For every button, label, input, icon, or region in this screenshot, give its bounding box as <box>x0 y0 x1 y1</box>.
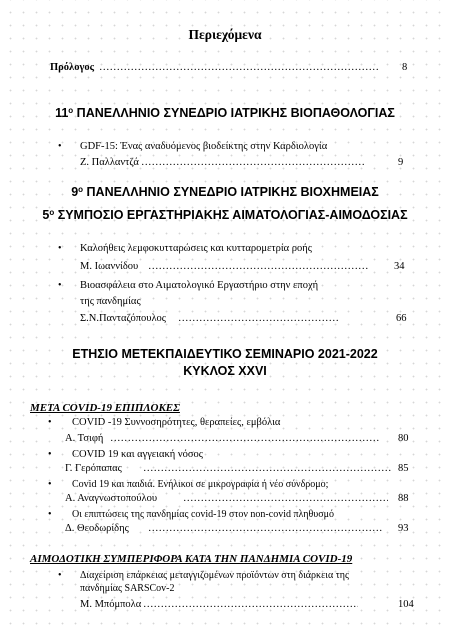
dot-leader <box>143 599 358 610</box>
entry-author: Α. Αναγνωστοπούλου <box>65 493 158 504</box>
dot-leader <box>148 523 383 534</box>
dot-leader <box>99 62 379 73</box>
entry-title: Καλοήθεις λεμφοκυτταρώσεις και κυτταρομετρία ροής <box>80 243 312 254</box>
toc-entry-prologue <box>50 62 410 76</box>
bullet: • <box>58 141 62 152</box>
bullet: • <box>48 479 52 490</box>
toc-entry <box>48 417 418 447</box>
dot-leader <box>143 463 391 474</box>
dot-leader <box>141 157 366 168</box>
entry-title: COVID -19 Συννοσηρότητες, θεραπείες, εμβόλια <box>72 417 281 428</box>
section-heading: $11^o$ ΠΑΝΕΛΛΗΝΙΟ ΣΥΝΕΔΡΙΟ ΙΑΤΡΙΚΗΣ ΒΙΟΠΑΘΟΛΟΓΙΑΣ <box>55 106 395 120</box>
dot-leader <box>183 493 388 504</box>
bullet: • <box>58 243 62 254</box>
toc-entry <box>48 449 418 479</box>
entry-title: Διαχείριση επάρκειας μεταγγιζομένων προϊόντων στη διάρκεια της <box>80 570 349 581</box>
page-title: Περιεχόμενα <box>188 27 262 42</box>
entry-title: Covid 19 και παιδιά. Ενήλικοι σε μικρογραφία ή νέο σύνδρομο; <box>72 479 329 490</box>
page-number: 9 <box>398 157 404 168</box>
toc-entry <box>58 141 408 173</box>
entry-author: Σ.Ν.Πανταζόπουλος <box>80 313 166 324</box>
entry-author: Μ. Ιωαννίδου <box>80 261 139 272</box>
entry-title: Βιοασφάλεια στο Αιματολογικό Εργαστήριο στην εποχή <box>80 280 319 291</box>
dot-leader <box>148 261 368 272</box>
prologue-label: Πρόλογος <box>50 62 95 73</box>
bullet: • <box>48 417 52 428</box>
entry-title-cont: της πανδημίας <box>80 296 141 307</box>
dot-leader <box>178 313 338 324</box>
toc-entry <box>48 509 428 539</box>
entry-title-cont: πανδημίας SARSCov-2 <box>80 583 175 594</box>
bullet: • <box>58 280 62 291</box>
subsection-heading: ΜΕΤΑ COVID-19 ΕΠΙΠΛΟΚΕΣ <box>30 402 180 414</box>
page-number: 104 <box>398 599 414 610</box>
entry-author: Γ. Γερόπαπας <box>65 463 122 474</box>
bullet: • <box>48 509 52 520</box>
page-number: 66 <box>396 313 407 324</box>
toc-entry <box>58 280 408 328</box>
section-heading: $5^o$ ΣΥΜΠΟΣΙΟ ΕΡΓΑΣΤΗΡΙΑΚΗΣ ΑΙΜΑΤΟΛΟΓΙΑΣ-ΑΙΜΟΔΟΣΙΑΣ <box>42 208 408 222</box>
page-number: 8 <box>402 62 408 73</box>
toc-entry <box>58 243 408 275</box>
entry-author: Δ. Θεοδωρίδης <box>65 523 129 534</box>
dot-leader <box>110 433 380 444</box>
entry-author: Α. Τσιφή <box>65 433 104 444</box>
entry-author: Μ. Μπόμπολα <box>80 599 142 610</box>
section-heading: ΚΥΚΛΟΣ XXVI <box>183 364 267 378</box>
page-number: 85 <box>398 463 409 474</box>
entry-author: Ζ. Παλλαντζά <box>80 157 139 168</box>
bullet: • <box>58 570 62 581</box>
section-heading: $9^o$ ΠΑΝΕΛΛΗΝΙΟ ΣΥΝΕΔΡΙΟ ΙΑΤΡΙΚΗΣ ΒΙΟΧΗΜΕΙΑΣ <box>71 185 379 199</box>
toc-entry <box>58 570 438 616</box>
entry-title: GDF-15: Ένας αναδυόμενος βιοδείκτης στην Καρδιολογία <box>80 141 328 152</box>
bullet: • <box>48 449 52 460</box>
page-number: 80 <box>398 433 409 444</box>
page-number: 34 <box>394 261 405 272</box>
entry-title: Οι επιπτώσεις της πανδημίας covid-19 στον non-covid πληθυσμό <box>72 509 335 520</box>
toc-entry <box>48 479 428 509</box>
page-number: 93 <box>398 523 409 534</box>
subsection-heading: ΑΙΜΟΔΟΤΙΚΗ ΣΥΜΠΕΡΙΦΟΡΑ ΚΑΤΑ ΤΗΝ ΠΑΝΔΗΜΙΑ COVID-19 <box>30 553 353 565</box>
page-number: 88 <box>398 493 409 504</box>
entry-title: COVID 19 και αγγειακή νόσος <box>72 449 203 460</box>
section-heading: ΕΤΗΣΙΟ ΜΕΤΕΚΠΑΙΔΕΥΤΙΚΟ ΣΕΜΙΝΑΡΙΟ 2021-2022 <box>72 347 378 361</box>
